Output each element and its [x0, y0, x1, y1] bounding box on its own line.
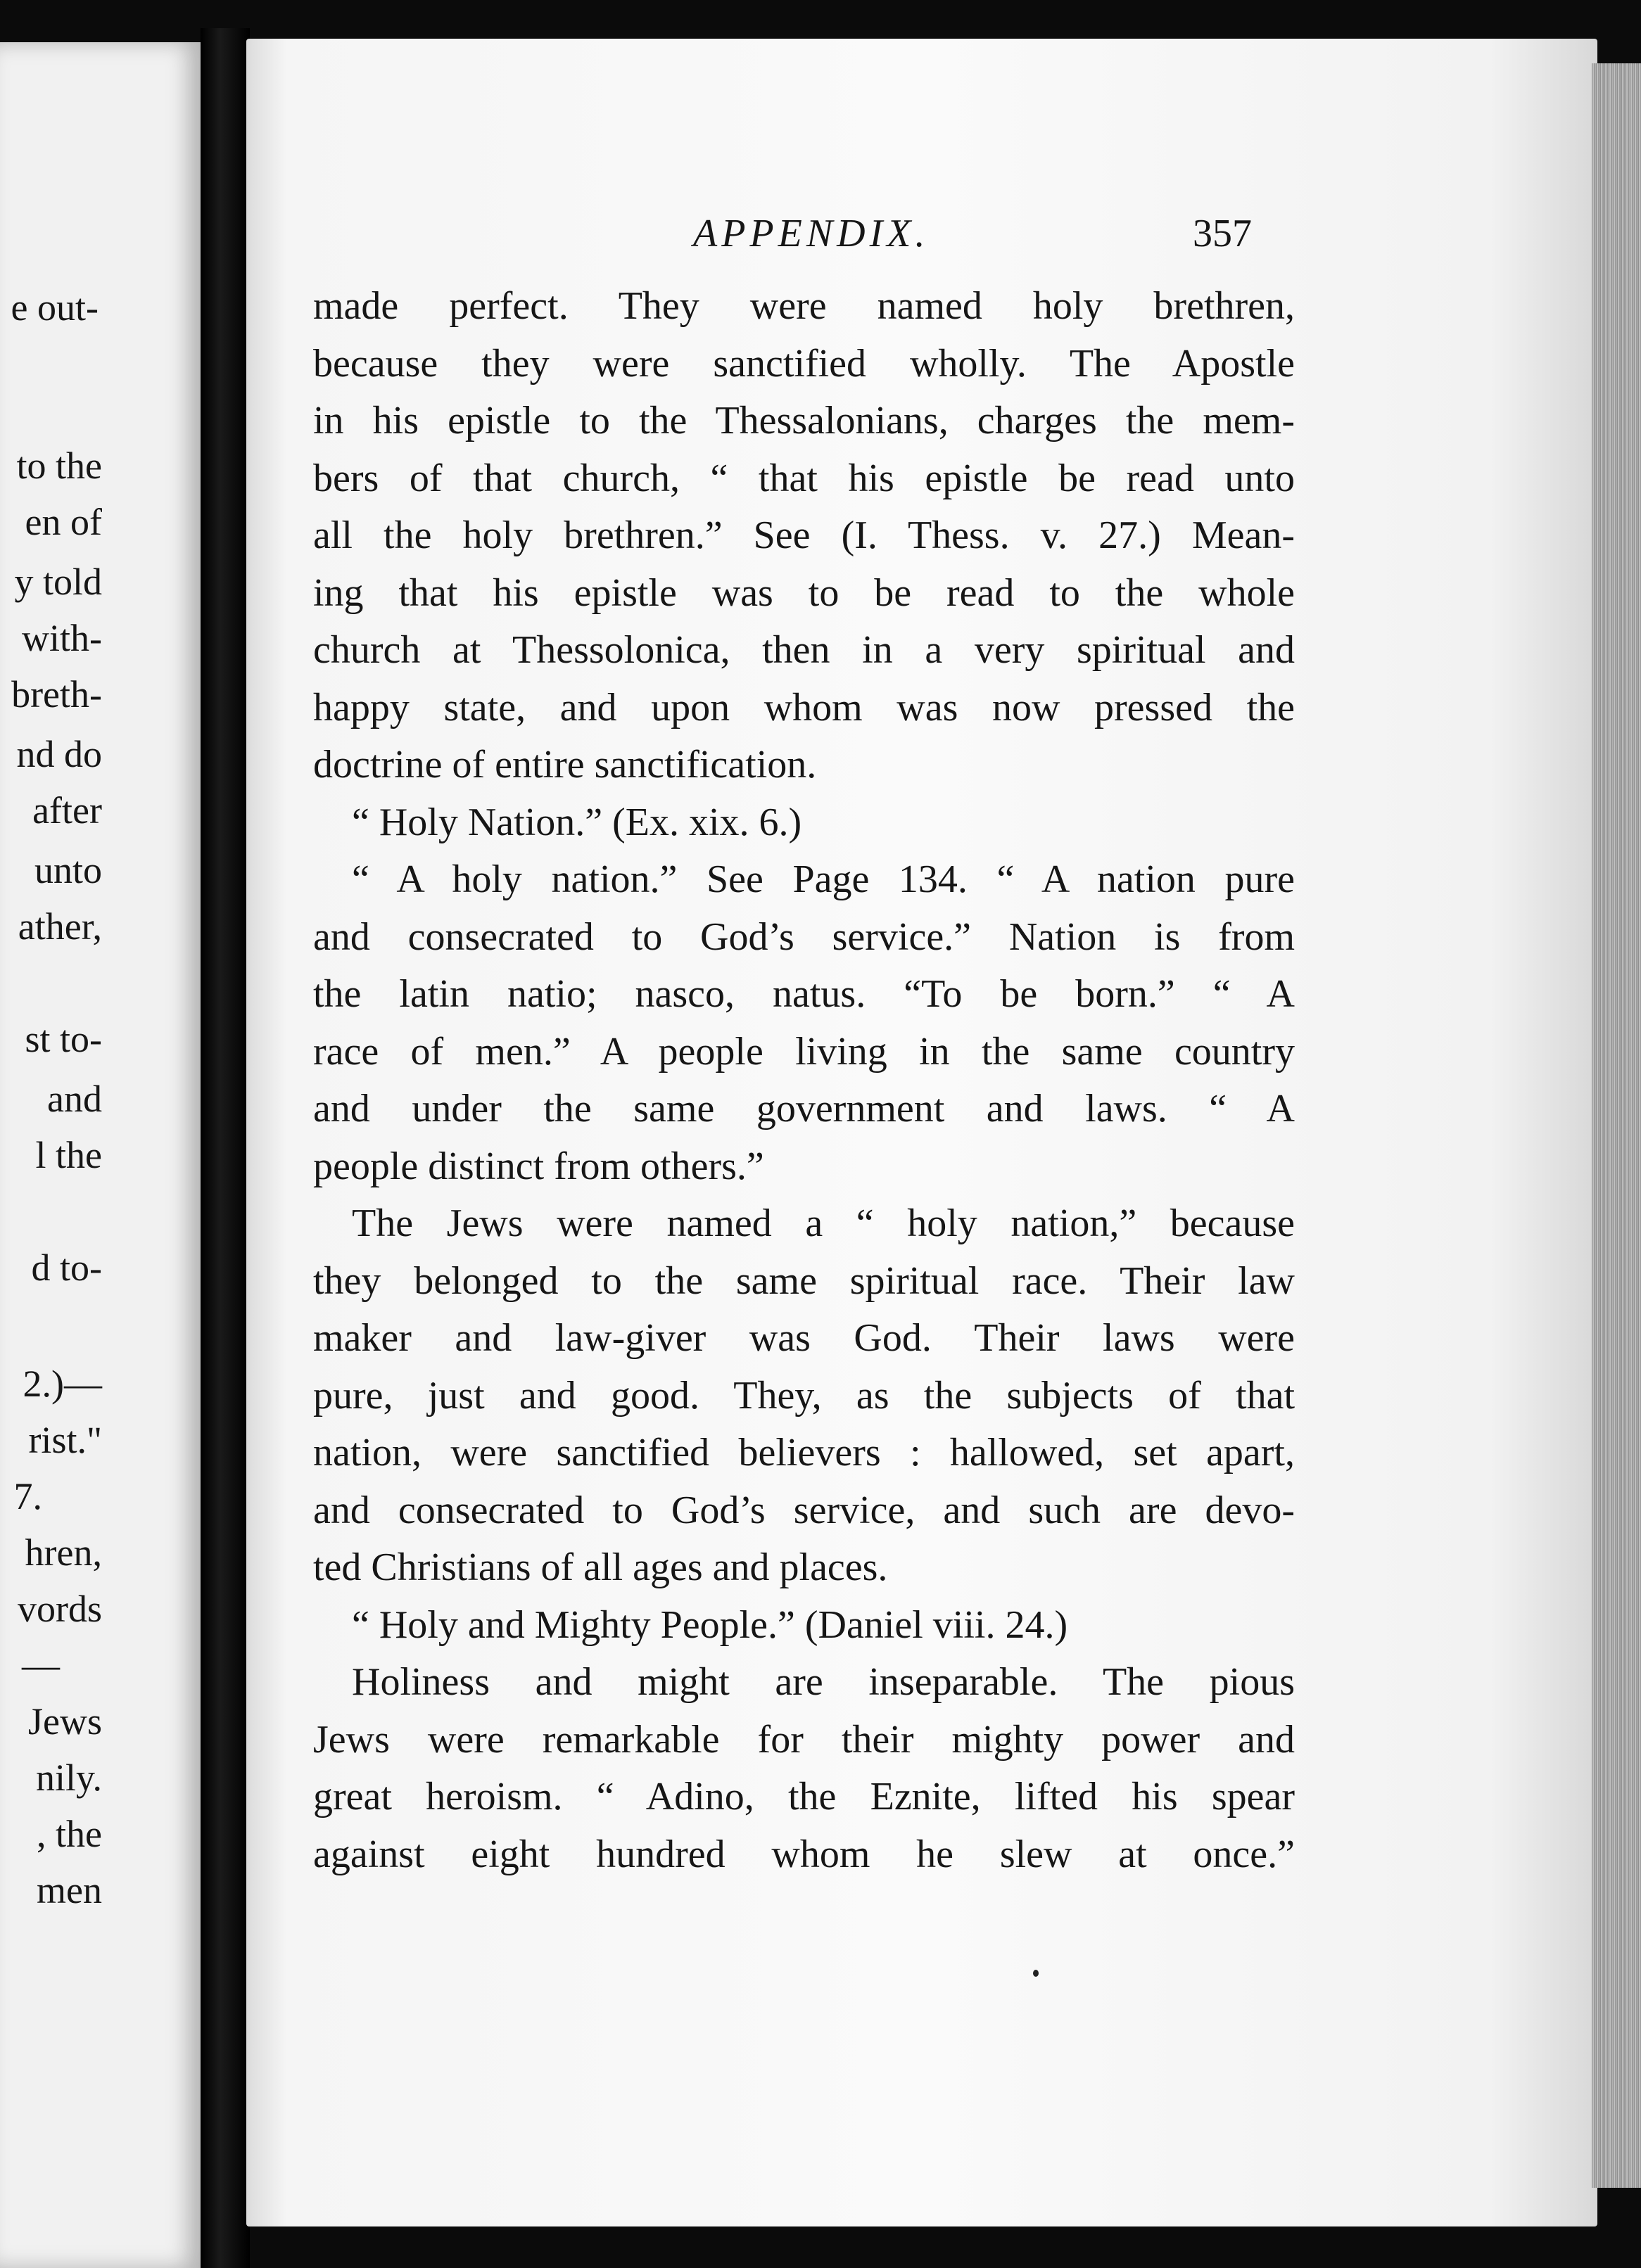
- text-line: great heroism. “ Adino, the Eznite, lifted his spear: [313, 1775, 1295, 1818]
- left-page-line: breth-: [11, 673, 102, 715]
- page-number: 357: [1193, 212, 1252, 255]
- left-page-line: 7.: [13, 1475, 42, 1517]
- text-line: the latin natio; nasco, natus. “To be born.” “ A: [313, 972, 1295, 1016]
- text-line: Jews were remarkable for their mighty power and: [313, 1717, 1295, 1761]
- text-line: Holiness and might are inseparable. The pious: [352, 1660, 1295, 1704]
- left-page-line: Jews: [28, 1700, 102, 1743]
- text-line: nation, were sanctified believers : hallowed, set apart,: [313, 1431, 1295, 1474]
- left-page-line: and: [47, 1078, 102, 1120]
- text-line: and consecrated to God’s service.” Nation is from: [313, 915, 1295, 959]
- left-page-line: unto: [34, 849, 102, 891]
- text-line: ing that his epistle was to be read to the whole: [313, 571, 1295, 615]
- text-line: and under the same government and laws. “ A: [313, 1087, 1295, 1130]
- left-page-line: en of: [25, 501, 102, 543]
- left-page-line: d to-: [31, 1247, 102, 1289]
- left-page-line: after: [32, 789, 102, 832]
- text-line: made perfect. They were named holy brethren,: [313, 284, 1295, 328]
- text-line: ted Christians of all ages and places.: [313, 1546, 888, 1589]
- left-page-line: nd do: [16, 733, 102, 775]
- left-page-line: e out-: [11, 286, 99, 329]
- section-heading: “ Holy and Mighty People.” (Daniel viii. 24.): [352, 1603, 1068, 1647]
- text-line: they belonged to the same spiritual race. Their law: [313, 1259, 1295, 1303]
- text-line: race of men.” A people living in the same country: [313, 1029, 1295, 1074]
- text-line: church at Thessolonica, then in a very spiritual and: [313, 628, 1295, 672]
- text-line: all the holy brethren.” See (I. Thess. v. 27.) Mean-: [313, 514, 1295, 557]
- text-line: people distinct from others.”: [313, 1144, 764, 1188]
- running-head: APPENDIX.: [693, 212, 930, 255]
- page-edges: [1592, 63, 1641, 2188]
- text-line: “ A holy nation.” See Page 134. “ A nation pure: [352, 858, 1295, 901]
- left-page-line: to the: [16, 445, 102, 487]
- left-page-line: hren,: [25, 1531, 102, 1574]
- book-gutter: [201, 28, 250, 2268]
- section-heading: “ Holy Nation.” (Ex. xix. 6.): [352, 800, 802, 844]
- left-page-line: rist.": [28, 1419, 102, 1461]
- left-page-line: y told: [14, 561, 102, 603]
- text-line: against eight hundred whom he slew at once.”: [313, 1832, 1295, 1876]
- left-page-line: l the: [35, 1134, 102, 1176]
- body-text: [313, 278, 1295, 1883]
- text-line: because they were sanctified wholly. The Apostle: [313, 341, 1295, 386]
- left-page-line: nily.: [36, 1757, 102, 1799]
- left-page-line: vords: [18, 1588, 102, 1630]
- print-speck: [1033, 1970, 1039, 1977]
- left-page-line: 2.)—: [23, 1363, 102, 1405]
- text-line: doctrine of entire sanctification.: [313, 743, 817, 786]
- left-page-line: with-: [22, 617, 102, 659]
- text-line: pure, just and good. They, as the subjects of that: [313, 1373, 1295, 1418]
- left-facing-page: [0, 42, 201, 2268]
- left-page-line: —: [22, 1644, 60, 1686]
- text-line: bers of that church, “ that his epistle be read unto: [313, 456, 1295, 500]
- text-line: The Jews were named a “ holy nation,” because: [352, 1202, 1295, 1245]
- text-line: in his epistle to the Thessalonians, charges the mem-: [313, 399, 1295, 442]
- text-line: maker and law-giver was God. Their laws were: [313, 1316, 1295, 1360]
- left-page-line: ather,: [18, 905, 102, 948]
- text-line: happy state, and upon whom was now pressed the: [313, 685, 1295, 730]
- left-page-line: st to-: [25, 1018, 102, 1060]
- left-page-line: men: [37, 1869, 102, 1911]
- text-line: and consecrated to God’s service, and such are devo-: [313, 1488, 1295, 1532]
- left-page-line: , the: [37, 1813, 102, 1855]
